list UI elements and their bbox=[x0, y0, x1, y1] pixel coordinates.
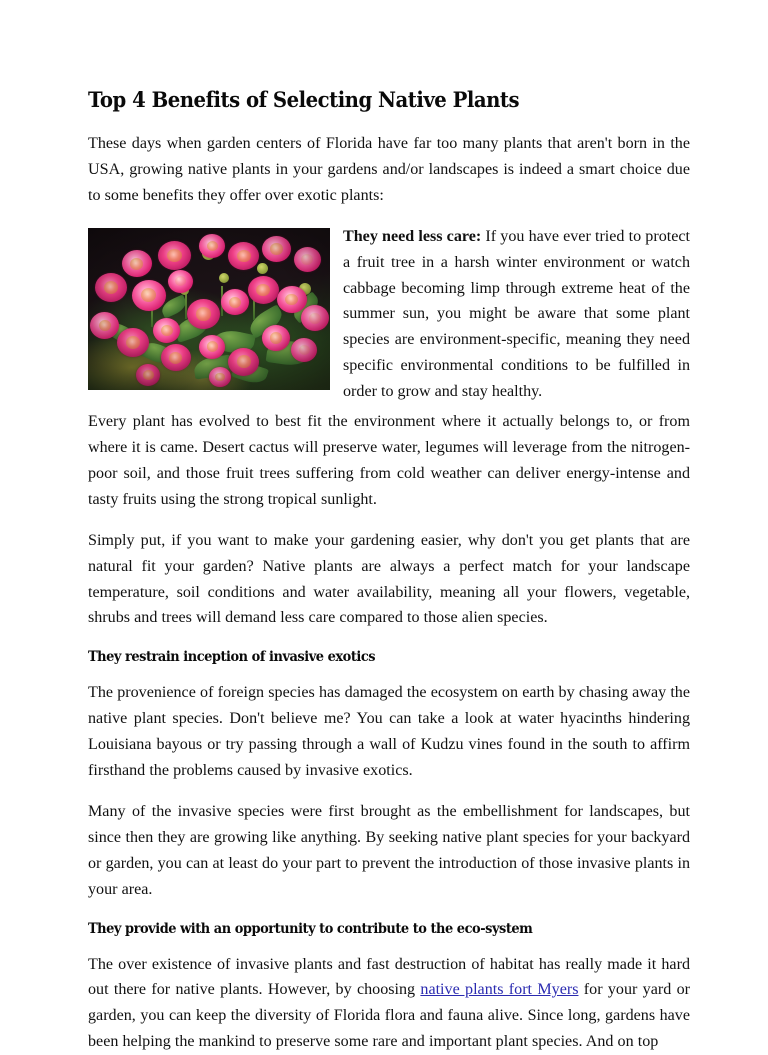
native-plants-fort-myers-link[interactable]: native plants fort Myers bbox=[420, 981, 579, 999]
photo-background bbox=[88, 228, 330, 390]
paragraph-provenience: The provenience of foreign species has damaged the ecosystem on earth by chasing away the native plant species. Don't believe me? You can take a look at water hyacinths hindering Louisiana bayous or try passing through a wall of Kudzu vines found in the south to affirm firsthand the problems caused by invasive exotics. bbox=[88, 684, 690, 780]
heading-invasive-exotics: They restrain inception of invasive exotics bbox=[88, 649, 376, 666]
paragraph-overexistence bbox=[88, 952, 690, 1055]
paragraph-overexistence-before: The over existence of invasive plants and fast destruction of habitat has really made it hard out there for native plants. However, by choosing bbox=[88, 955, 690, 999]
paragraph-simply: Simply put, if you want to make your gardening easier, why don't you get plants that are natural fit your garden? Native plants are always a perfect match for your landscape temperature, soil conditions and water availability, meaning all your flowers, vegetable, shrubs and trees will demand less care compared to those alien species. bbox=[88, 531, 690, 627]
page-title: Top 4 Benefits of Selecting Native Plants bbox=[88, 88, 520, 113]
paragraph-evolution: Every plant has evolved to best fit the environment where it actually belongs to, or from where it is came. Desert cactus will preserve water, legumes will leverage from the nitrogen-poor soil, and those fruit trees suffering from cold weather can deliver energy-intense and tasty fruits using the strong tropical sunlight. bbox=[88, 413, 690, 508]
benefit-one-lead: They need less care: bbox=[343, 227, 482, 245]
heading-eco-system: They provide with an opportunity to contribute to the eco-system bbox=[88, 920, 533, 937]
intro-paragraph: These days when garden centers of Florida have far too many plants that aren't born in the USA, growing native plants in your gardens and/or landscapes is indeed a smart choice due to some benefits they offer over exotic plants: bbox=[88, 135, 690, 204]
benefit-one-body: If you have ever tried to protect a fruit tree in a harsh winter environment or watch cabbage becoming limp through extreme heat of the summer sun, you might be aware that some plant species are environment-specific, meaning they need specific environmental conditions to be fulfilled in order to grow and stay healthy. bbox=[343, 227, 690, 401]
flower-photo bbox=[88, 228, 330, 390]
paragraph-overexistence-after: for your yard or garden, you can keep the diversity of Florida flora and fauna alive. Since long, gardens have been helping the mankind to preserve some rare and important plant species. And on top bbox=[88, 981, 691, 1051]
paragraph-embellishment: Many of the invasive species were first brought as the embellishment for landscapes, but since then they are growing like anything. By seeking native plant species for your backyard or garden, you can at least do your part to prevent the introduction of those invasive plants in your area. bbox=[88, 802, 690, 898]
